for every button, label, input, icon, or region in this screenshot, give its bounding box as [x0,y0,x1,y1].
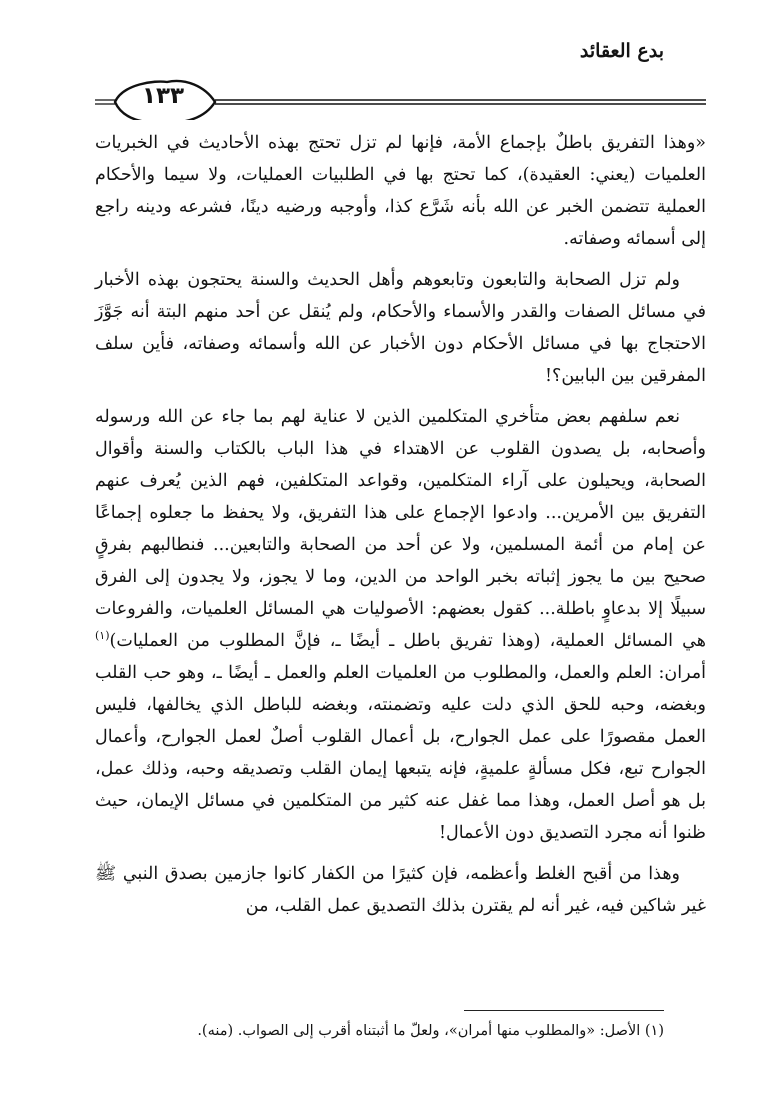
paragraph-3-text: نعم سلفهم بعض متأخري المتكلمين الذين لا عناية لهم بما جاء عن الله ورسوله وأصحابه، بل يصدون القلوب عن الاهتداء في هذا الباب بالكتاب والسنة وأقوال الصحابة، ويحيلون على آراء المتكلمين، وقواعد المتكلفين، فهم الذين يُعرف عنهم التفريق بين الأمرين... وادعوا الإجماع على هذا التفريق، ولا يحفظ ما جعلوه إجماعًا عن إمام من أئمة المسلمين، ولا عن أحد من الصحابة والتابعين... فنطالبهم بفرقٍ صحيح بين ما يجوز إثباته بخبر الواحد من الدين، وما لا يجوز، ولا يجدون إلى الفرق سبيلًا إلا بدعاوٍ باطلة... كقول بعضهم: الأصوليات هي المسائل العلميات، والفروعات هي المسائل العملية، (وهذا تفريق باطل ـ أيضًا ـ، فإنَّ المطلوب من العمليات) [95,407,706,651]
footnote-reference[interactable]: (١) [95,629,110,643]
page-number: ١٣٣ [141,83,185,109]
running-title: بدع العقائد [579,40,664,62]
body-text [95,127,706,931]
paragraph-2: ولم تزل الصحابة والتابعون وتابعوهم وأهل الحديث والسنة يحتجون بهذه الأخبار في مسائل الصفات والقدر والأسماء والأحكام، ولم يُنقل عن أحد منهم البتة أنه جَوَّزَ الاحتجاج بها في مسائل الأحكام دون الأخبار عن الله وأسمائه وصفاته، فأين سلف المفرقين بين البابين؟! [95,270,706,386]
paragraph-3 [95,401,706,849]
paragraph-4: وهذا من أقبح الغلط وأعظمه، فإن كثيرًا من الكفار كانوا جازمين بصدق النبي ﷺ غير شاكين فيه، غير أنه لم يقترن بذلك التصديق عمل القلب، من [95,864,706,916]
paragraph-3-continuation: أمران: العلم والعمل، والمطلوب من العلميات العلم والعمل ـ أيضًا ـ، وهو حب القلب وبغضه، وحبه للحق الذي دلت عليه وتضمنته، وبغضه للباطل الذي يخالفها، فليس العمل مقصورًا على عمل الجوارح، بل أعمال القلوب أصلٌ لعمل الجوارح، وأعمال الجوارح تبع، فكل مسألةٍ علميةٍ، فإنه يتبعها إيمان القلب وتصديقه وحبه، وذلك عمل، بل هو أصل العمل، وهذا مما غفل عنه كثير من المتكلمين في مسائل الإيمان، حيث ظنوا أنه مجرد التصديق دون الأعمال! [95,663,706,843]
paragraph-1: «وهذا التفريق باطلٌ بإجماع الأمة، فإنها لم تزل تحتج بهذه الأحاديث في الخبريات العلميات (يعني: العقيدة)، كما تحتج بها في الطلبيات العمليات، ولا سيما والأحكام العملية تتضمن الخبر عن الله بأنه شَرَّع كذا، وأوجبه ورضيه دينًا، فشرعه ودينه راجع إلى أسمائه وصفاته. [95,133,706,249]
footnote: (١) الأصل: «والمطلوب منها أمران»، ولعلّ ما أثبتناه أقرب إلى الصواب. (منه). [197,1023,664,1039]
footnote-divider [464,1010,664,1011]
